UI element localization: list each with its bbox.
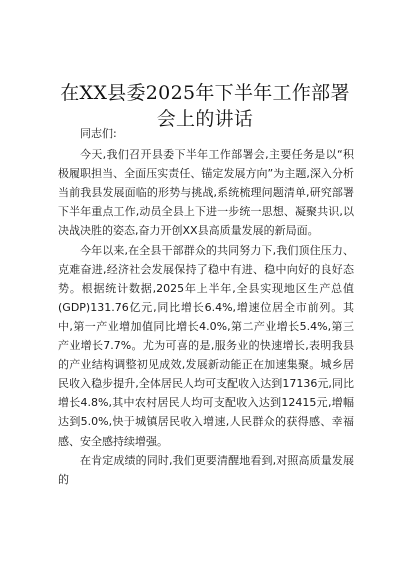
document-title: 在XX县委2025年下半年工作部署会上的讲话 xyxy=(60,82,350,130)
paragraph-achievements: 今年以来,在全县干部群众的共同努力下,我们顶住压力、克难奋进,经济社会发展保持了稳中有进、稳中向好的良好态势。根据统计数据,2025年上半年,全县实现地区生产总值(GDP)131.76亿元,同比增长6.4%,增速位居全市前列。其中,第一产业增加值同比增长4.0%,第二产业增长5.4%,第三产业增长7.7%。尤为可喜的是,服务业的快速增长,表明我县的产业结构调整初见成效,发展新动能正在加速集聚。城乡居民收入稳步提升,全体居民人均可支配收入达到17136元,同比增长4.8%,其中农村居民人均可支配收入达到12415元,增幅达到5.0%,快于城镇居民收入增速,人民群众的获得感、幸福感、安全感持续增强。 xyxy=(58,243,354,448)
salutation: 同志们: xyxy=(80,127,117,140)
paragraph-intro: 今天,我们召开县委下半年工作部署会,主要任务是以“积极履职担当、全面压实责任、锚定发展方向”为主题,深入分析当前我县发展面临的形势与挑战,系统梳理问题清单,研究部署下半年重点工作,动员全县上下进一步统一思想、凝聚共识,以决战决胜的姿态,奋力开创XX县高质量发展的新局面。 xyxy=(58,148,354,238)
document-body xyxy=(58,124,354,489)
paragraph-challenges: 在肯定成绩的同时,我们更要清醒地看到,对照高质量发展的 xyxy=(58,453,354,486)
